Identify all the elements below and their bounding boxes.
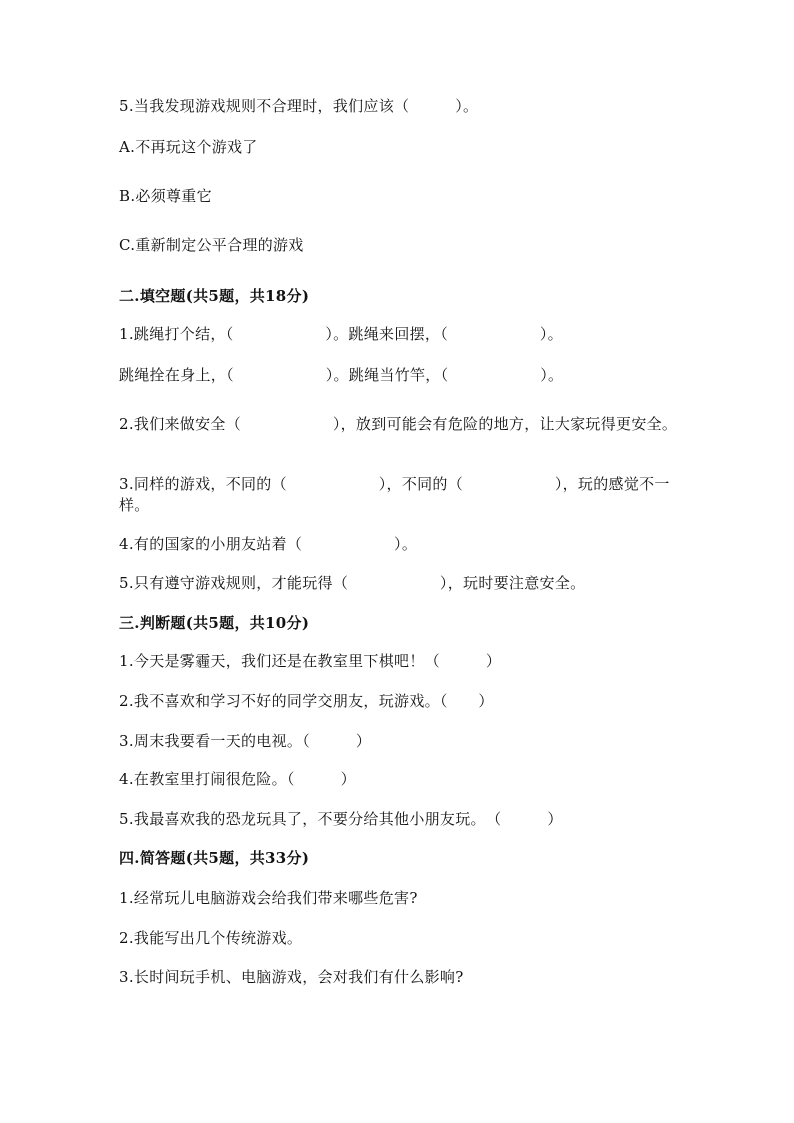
true-false-item-5: 5.我最喜欢我的恐龙玩具了，不要分给其他小朋友玩。 （ ） <box>119 810 563 828</box>
fill-blank-item-1b: 跳绳拴在身上，（ ）。跳绳当竹竿，（ ）。 <box>119 366 564 384</box>
true-false-item-3: 3.周末我要看一天的电视。（ ） <box>119 732 372 750</box>
fill-blank-item-2: 2.我们来做安全（ ），放到可能会有危险的地方，让大家玩得更安全。 <box>119 415 678 433</box>
option-c: C.重新制定公平合理的游戏 <box>119 236 304 254</box>
fill-blank-item-4: 4.有的国家的小朋友站着（ ）。 <box>119 535 418 553</box>
question-5-multiple-choice: 5.当我发现游戏规则不合理时，我们应该（ ）。 <box>119 97 479 115</box>
section-4-heading: 四.简答题(共5题，共33分) <box>119 849 310 867</box>
section-3-heading: 三.判断题(共5题，共10分) <box>119 614 310 632</box>
short-answer-item-2: 2.我能写出几个传统游戏。 <box>119 929 303 947</box>
fill-blank-item-3: 3.同样的游戏，不同的（ ），不同的（ ），玩的感觉不一样。 <box>119 475 670 514</box>
fill-blank-item-5: 5.只有遵守游戏规则，才能玩得（ ），玩时要注意安全。 <box>119 574 586 592</box>
true-false-item-4: 4.在教室里打闹很危险。（ ） <box>119 770 356 788</box>
section-2-heading: 二.填空题(共5题，共18分) <box>119 287 310 305</box>
option-b: B.必须尊重它 <box>119 187 212 205</box>
true-false-item-1: 1.今天是雾霾天，我们还是在教室里下棋吧！（ ） <box>119 652 502 670</box>
true-false-item-2: 2.我不喜欢和学习不好的同学交朋友，玩游戏。（ ） <box>119 692 494 710</box>
fill-blank-item-1a: 1.跳绳打个结，（ ）。跳绳来回摆，（ ）。 <box>119 325 563 343</box>
short-answer-item-3: 3.长时间玩手机、电脑游戏，会对我们有什么影响? <box>119 968 464 986</box>
short-answer-item-1: 1.经常玩儿电脑游戏会给我们带来哪些危害? <box>119 889 418 907</box>
option-a: A.不再玩这个游戏了 <box>119 138 258 156</box>
